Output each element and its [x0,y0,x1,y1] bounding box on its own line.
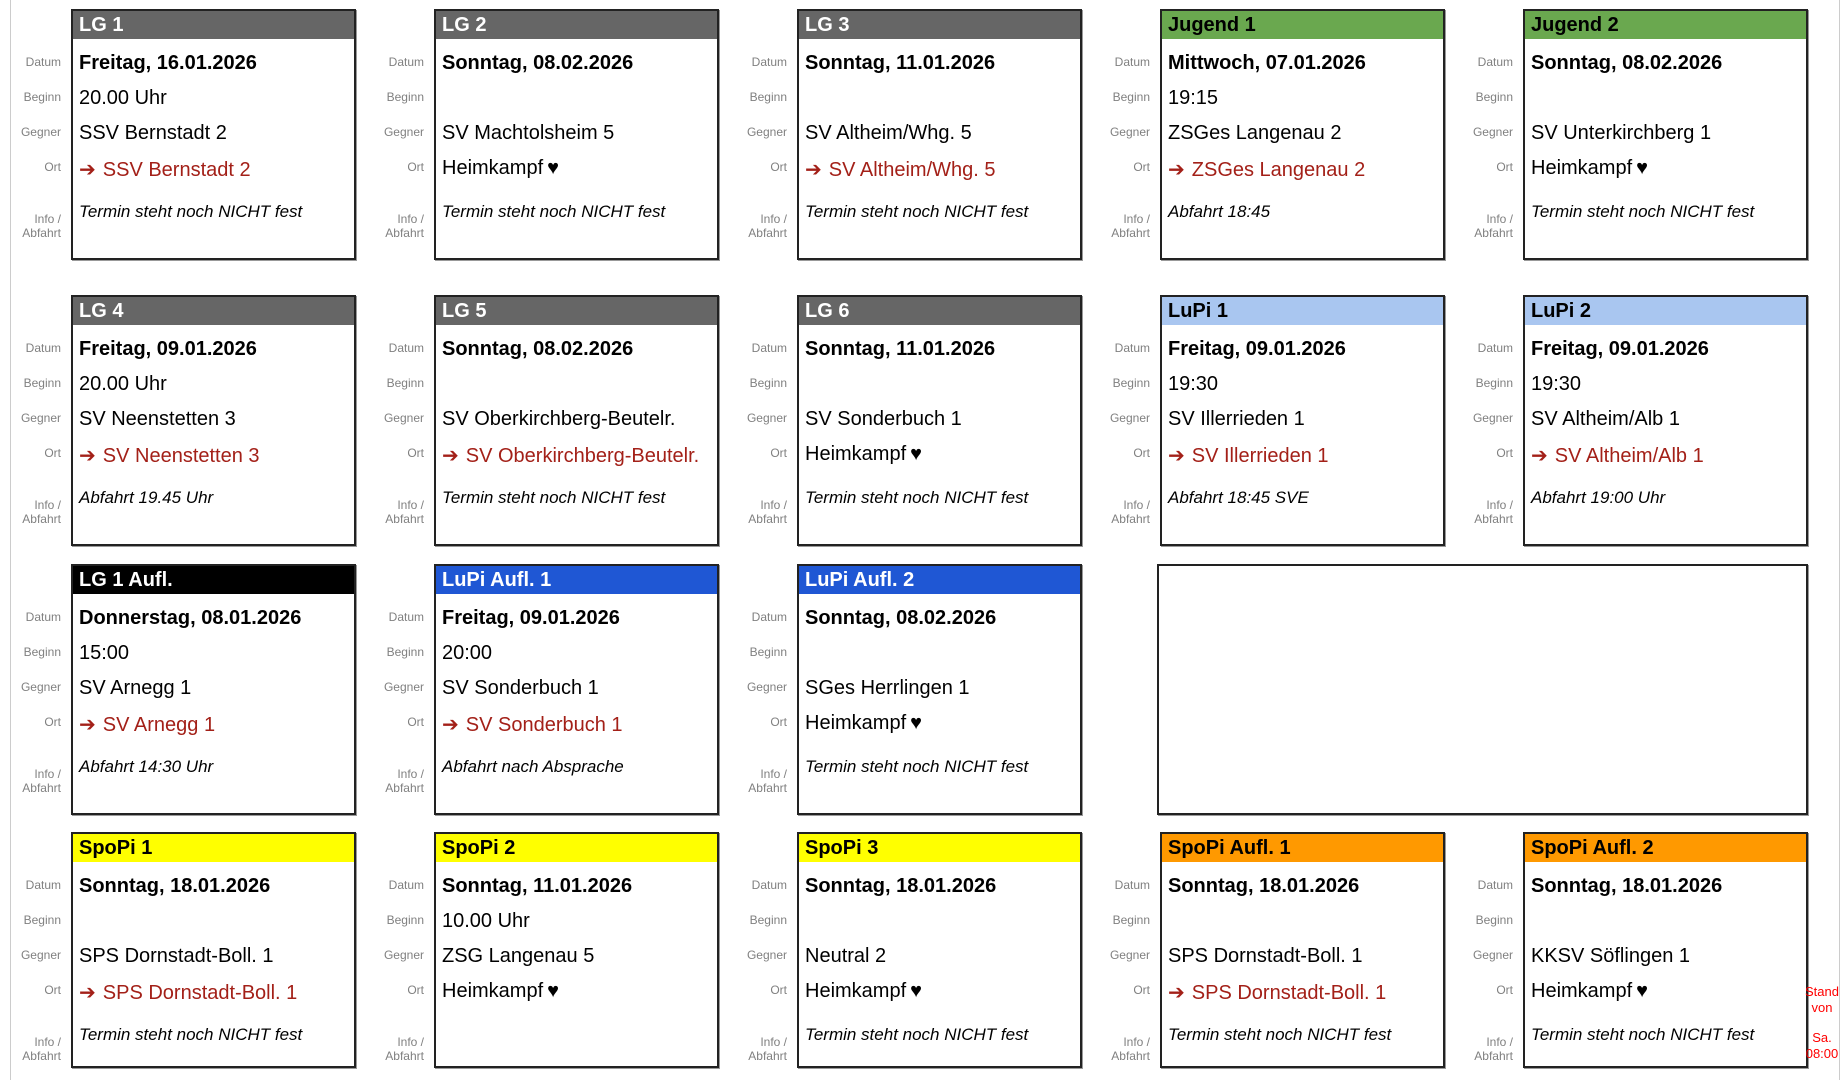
label-ort: Ort [770,715,787,729]
label-info-abfahrt: Info / Abfahrt [1474,212,1513,240]
label-datum: Datum [1114,878,1150,892]
match-time: 19:30 [1168,373,1219,395]
label-gegner: Gegner [383,125,424,139]
label-info-abfahrt: Info / Abfahrt [385,212,424,240]
label-info-abfahrt: Info / Abfahrt [385,1035,424,1063]
label-datum: Datum [25,878,61,892]
match-info: Abfahrt 19.45 Uhr [79,488,214,507]
match-opponent: SSV Bernstadt 2 [79,122,227,144]
label-beginn: Beginn [749,913,787,927]
card-title: LuPi Aufl. 2 [799,566,1080,596]
match-info: Abfahrt 18:45 SVE [1168,488,1309,507]
match-date: Mittwoch, 07.01.2026 [1168,52,1366,74]
match-info: Termin steht noch NICHT fest [805,1025,1029,1044]
schedule-cell-lupi-aufl-2 [746,564,1082,815]
label-datum: Datum [1114,341,1150,355]
label-datum: Datum [388,341,424,355]
row-labels [364,564,428,815]
match-card-lg5 [434,295,719,546]
match-opponent: SPS Dornstadt-Boll. 1 [79,945,274,967]
arrow-right-icon: ➔ [79,982,96,1004]
label-datum: Datum [25,55,61,69]
match-location: Heimkampf ♥ [805,712,923,734]
row-labels [1453,832,1517,1068]
label-beginn: Beginn [749,90,787,104]
match-opponent: SV Altheim/Whg. 5 [805,122,972,144]
match-info: Termin steht noch NICHT fest [1168,1025,1392,1044]
arrow-right-icon: ➔ [79,159,96,181]
match-location: Heimkampf ♥ [442,157,560,179]
label-datum: Datum [751,610,787,624]
label-beginn: Beginn [1475,376,1513,390]
card-title: Jugend 2 [1525,11,1806,41]
label-datum: Datum [25,341,61,355]
match-opponent: SV Sonderbuch 1 [442,677,599,699]
match-date: Sonntag, 11.01.2026 [805,338,996,360]
match-location-link[interactable]: ➔ SV Neenstetten 3 [79,445,260,467]
row-labels [727,9,791,260]
match-card-spopi-aufl-2 [1523,832,1808,1068]
label-beginn: Beginn [386,90,424,104]
label-ort: Ort [1133,160,1150,174]
match-card-spopi2 [434,832,719,1068]
row-labels [727,564,791,815]
label-datum: Datum [751,55,787,69]
match-info: Termin steht noch NICHT fest [1531,1025,1755,1044]
match-card-lg3 [797,9,1082,260]
label-ort: Ort [1496,160,1513,174]
row-labels [1453,9,1517,260]
match-info: Abfahrt 19:00 Uhr [1531,488,1666,507]
card-title: SpoPi Aufl. 2 [1525,834,1806,864]
label-gegner: Gegner [1472,411,1513,425]
row-labels [727,295,791,546]
match-location: Heimkampf ♥ [805,980,923,1002]
schedule-cell-lg5 [383,295,719,546]
match-location-link[interactable]: ➔ SV Illerrieden 1 [1168,445,1329,467]
match-card-lg4 [71,295,356,546]
match-location-link[interactable]: ➔ SPS Dornstadt-Boll. 1 [79,982,298,1004]
schedule-cell-spopi-aufl-2 [1472,832,1808,1068]
label-datum: Datum [1477,341,1513,355]
row-labels [1,832,65,1068]
match-opponent: SV Oberkirchberg-Beutelr. [442,408,676,430]
row-labels [364,9,428,260]
label-gegner: Gegner [746,411,787,425]
match-date: Sonntag, 08.02.2026 [442,52,634,74]
label-info-abfahrt: Info / Abfahrt [748,1035,787,1063]
label-info-abfahrt: Info / Abfahrt [1111,212,1150,240]
label-gegner: Gegner [20,948,61,962]
match-info: Abfahrt nach Absprache [442,757,624,776]
label-beginn: Beginn [386,376,424,390]
match-location-link[interactable]: ➔ SPS Dornstadt-Boll. 1 [1168,982,1387,1004]
label-ort: Ort [407,446,424,460]
match-info: Termin steht noch NICHT fest [79,1025,303,1044]
label-gegner: Gegner [383,680,424,694]
match-date: Sonntag, 18.01.2026 [79,875,271,897]
label-info-abfahrt: Info / Abfahrt [1474,498,1513,526]
label-datum: Datum [1477,878,1513,892]
label-gegner: Gegner [746,125,787,139]
label-datum: Datum [25,610,61,624]
label-gegner: Gegner [1109,948,1150,962]
label-gegner: Gegner [746,948,787,962]
arrow-right-icon: ➔ [79,445,96,467]
label-info-abfahrt: Info / Abfahrt [22,1035,61,1063]
match-card-lupi2 [1523,295,1808,546]
label-gegner: Gegner [746,680,787,694]
row-labels [727,832,791,1068]
status-timestamp-note: Stand von Sa. 08:00 [1805,984,1839,1061]
heart-icon: ♥ [1636,157,1649,179]
match-date: Freitag, 09.01.2026 [1168,338,1346,360]
match-card-jugend1 [1160,9,1445,260]
match-info: Termin steht noch NICHT fest [1531,202,1755,221]
match-time: 19:15 [1168,87,1219,109]
label-ort: Ort [770,983,787,997]
label-info-abfahrt: Info / Abfahrt [22,767,61,795]
heart-icon: ♥ [910,443,923,465]
match-location: Heimkampf ♥ [442,980,560,1002]
heart-icon: ♥ [910,980,923,1002]
match-time: 15:00 [79,642,130,664]
match-time: 20.00 Uhr [79,87,167,109]
label-info-abfahrt: Info / Abfahrt [1111,1035,1150,1063]
empty-schedule-box [1157,564,1808,815]
match-info: Termin steht noch NICHT fest [79,202,303,221]
match-card-lg1 [71,9,356,260]
label-gegner: Gegner [1472,948,1513,962]
match-opponent: SPS Dornstadt-Boll. 1 [1168,945,1363,967]
arrow-right-icon: ➔ [79,714,96,736]
match-opponent: SV Illerrieden 1 [1168,408,1305,430]
match-time: 19:30 [1531,373,1582,395]
schedule-cell-lg2 [383,9,719,260]
row-labels [1090,295,1154,546]
match-date: Sonntag, 18.01.2026 [1531,875,1723,897]
match-info: Abfahrt 14:30 Uhr [79,757,214,776]
heart-icon: ♥ [547,157,560,179]
schedule-cell-lupi2 [1472,295,1808,546]
card-title: LG 1 Aufl. [73,566,354,596]
match-info: Termin steht noch NICHT fest [805,202,1029,221]
label-beginn: Beginn [749,376,787,390]
card-title: Jugend 1 [1162,11,1443,41]
page-right-border [1839,0,1840,1080]
match-date: Sonntag, 11.01.2026 [442,875,633,897]
schedule-cell-spopi1 [20,832,356,1068]
schedule-cell-lg4 [20,295,356,546]
schedule-cell-lg1-aufl [20,564,356,815]
row-labels [1,9,65,260]
label-ort: Ort [407,160,424,174]
label-datum: Datum [388,878,424,892]
label-datum: Datum [388,610,424,624]
label-beginn: Beginn [386,645,424,659]
match-info: Abfahrt 18:45 [1168,202,1271,221]
label-beginn: Beginn [386,913,424,927]
arrow-right-icon: ➔ [1531,445,1548,467]
schedule-cell-lg1 [20,9,356,260]
label-ort: Ort [44,160,61,174]
match-location-link[interactable]: ➔ SV Arnegg 1 [79,714,216,736]
schedule-cell-spopi-aufl-1 [1109,832,1445,1068]
row-labels [364,832,428,1068]
match-info: Termin steht noch NICHT fest [805,488,1029,507]
label-beginn: Beginn [1475,90,1513,104]
match-location-link[interactable]: ➔ SV Oberkirchberg-Beutelr. [442,445,700,467]
arrow-right-icon: ➔ [1168,982,1185,1004]
row-labels [1090,832,1154,1068]
label-ort: Ort [1496,983,1513,997]
match-location-link[interactable]: ➔ SV Sonderbuch 1 [442,714,623,736]
match-location-link[interactable]: ➔ ZSGes Langenau 2 [1168,159,1366,181]
match-opponent: ZSG Langenau 5 [442,945,595,967]
label-datum: Datum [1114,55,1150,69]
match-date: Freitag, 09.01.2026 [442,607,620,629]
label-gegner: Gegner [1472,125,1513,139]
match-card-spopi3 [797,832,1082,1068]
label-gegner: Gegner [1109,125,1150,139]
label-beginn: Beginn [749,645,787,659]
label-ort: Ort [1133,446,1150,460]
arrow-right-icon: ➔ [1168,159,1185,181]
match-card-lg2 [434,9,719,260]
match-card-lupi-aufl-2 [797,564,1082,815]
match-info: Termin steht noch NICHT fest [805,757,1029,776]
card-title: LuPi 1 [1162,297,1443,327]
label-gegner: Gegner [20,125,61,139]
match-date: Donnerstag, 08.01.2026 [79,607,302,629]
label-info-abfahrt: Info / Abfahrt [1474,1035,1513,1063]
match-opponent: SV Altheim/Alb 1 [1531,408,1680,430]
match-location-link[interactable]: ➔ SSV Bernstadt 2 [79,159,251,181]
label-gegner: Gegner [383,948,424,962]
heart-icon: ♥ [1636,980,1649,1002]
label-info-abfahrt: Info / Abfahrt [385,767,424,795]
match-date: Sonntag, 18.01.2026 [1168,875,1360,897]
match-opponent: SGes Herrlingen 1 [805,677,970,699]
match-date: Sonntag, 08.02.2026 [805,607,997,629]
match-location-link[interactable]: ➔ SV Altheim/Whg. 5 [805,159,996,181]
row-labels [364,295,428,546]
match-opponent: ZSGes Langenau 2 [1168,122,1342,144]
label-info-abfahrt: Info / Abfahrt [748,767,787,795]
label-datum: Datum [1477,55,1513,69]
card-title: LuPi 2 [1525,297,1806,327]
match-location-link[interactable]: ➔ SV Altheim/Alb 1 [1531,445,1704,467]
arrow-right-icon: ➔ [805,159,822,181]
schedule-cell-spopi3 [746,832,1082,1068]
card-title: LG 1 [73,11,354,41]
match-card-lupi1 [1160,295,1445,546]
label-beginn: Beginn [1112,913,1150,927]
arrow-right-icon: ➔ [1168,445,1185,467]
row-labels [1453,295,1517,546]
card-title: LG 4 [73,297,354,327]
match-date: Sonntag, 08.02.2026 [442,338,634,360]
match-card-lupi-aufl-1 [434,564,719,815]
label-ort: Ort [44,446,61,460]
match-opponent: SV Sonderbuch 1 [805,408,962,430]
schedule-cell-jugend2 [1472,9,1808,260]
match-opponent: SV Arnegg 1 [79,677,192,699]
label-beginn: Beginn [1112,376,1150,390]
match-date: Sonntag, 08.02.2026 [1531,52,1723,74]
label-datum: Datum [388,55,424,69]
label-gegner: Gegner [20,680,61,694]
match-opponent: SV Neenstetten 3 [79,408,236,430]
match-date: Freitag, 09.01.2026 [1531,338,1709,360]
label-ort: Ort [770,446,787,460]
label-beginn: Beginn [23,913,61,927]
match-time: 20.00 Uhr [79,373,167,395]
schedule-cell-spopi2 [383,832,719,1068]
card-title: SpoPi 1 [73,834,354,864]
schedule-cell-lg3 [746,9,1082,260]
row-labels [1,295,65,546]
match-date: Sonntag, 11.01.2026 [805,52,996,74]
match-opponent: SV Machtolsheim 5 [442,122,615,144]
label-ort: Ort [44,983,61,997]
match-location: Heimkampf ♥ [805,443,923,465]
card-title: LG 5 [436,297,717,327]
label-info-abfahrt: Info / Abfahrt [1111,498,1150,526]
label-info-abfahrt: Info / Abfahrt [748,212,787,240]
arrow-right-icon: ➔ [442,714,459,736]
card-title: SpoPi 2 [436,834,717,864]
label-ort: Ort [770,160,787,174]
match-location: Heimkampf ♥ [1531,157,1649,179]
label-ort: Ort [407,715,424,729]
match-date: Sonntag, 18.01.2026 [805,875,997,897]
label-ort: Ort [1133,983,1150,997]
arrow-right-icon: ➔ [442,445,459,467]
label-ort: Ort [1496,446,1513,460]
label-beginn: Beginn [23,376,61,390]
card-title: SpoPi 3 [799,834,1080,864]
card-title: LG 2 [436,11,717,41]
card-title: LuPi Aufl. 1 [436,566,717,596]
label-gegner: Gegner [20,411,61,425]
match-card-lg1-aufl [71,564,356,815]
match-info: Termin steht noch NICHT fest [442,488,666,507]
match-info: Termin steht noch NICHT fest [442,202,666,221]
label-beginn: Beginn [1112,90,1150,104]
card-title: LG 3 [799,11,1080,41]
schedule-cell-jugend1 [1109,9,1445,260]
label-ort: Ort [44,715,61,729]
label-datum: Datum [751,878,787,892]
label-info-abfahrt: Info / Abfahrt [385,498,424,526]
row-labels [1090,9,1154,260]
match-card-spopi1 [71,832,356,1068]
schedule-cell-lupi-aufl-1 [383,564,719,815]
match-card-lg6 [797,295,1082,546]
match-card-jugend2 [1523,9,1808,260]
label-datum: Datum [751,341,787,355]
match-date: Freitag, 09.01.2026 [79,338,257,360]
row-labels [1,564,65,815]
match-time: 10.00 Uhr [442,910,530,932]
label-info-abfahrt: Info / Abfahrt [748,498,787,526]
label-beginn: Beginn [23,645,61,659]
label-gegner: Gegner [383,411,424,425]
label-beginn: Beginn [23,90,61,104]
match-location: Heimkampf ♥ [1531,980,1649,1002]
match-card-spopi-aufl-1 [1160,832,1445,1068]
heart-icon: ♥ [910,712,923,734]
label-info-abfahrt: Info / Abfahrt [22,498,61,526]
label-gegner: Gegner [1109,411,1150,425]
schedule-cell-lg6 [746,295,1082,546]
label-ort: Ort [407,983,424,997]
card-title: LG 6 [799,297,1080,327]
match-opponent: KKSV Söflingen 1 [1531,945,1690,967]
heart-icon: ♥ [547,980,560,1002]
match-opponent: Neutral 2 [805,945,887,967]
match-date: Freitag, 16.01.2026 [79,52,257,74]
schedule-cell-lupi1 [1109,295,1445,546]
label-info-abfahrt: Info / Abfahrt [22,212,61,240]
card-title: SpoPi Aufl. 1 [1162,834,1443,864]
label-beginn: Beginn [1475,913,1513,927]
match-opponent: SV Unterkirchberg 1 [1531,122,1712,144]
match-time: 20:00 [442,642,493,664]
